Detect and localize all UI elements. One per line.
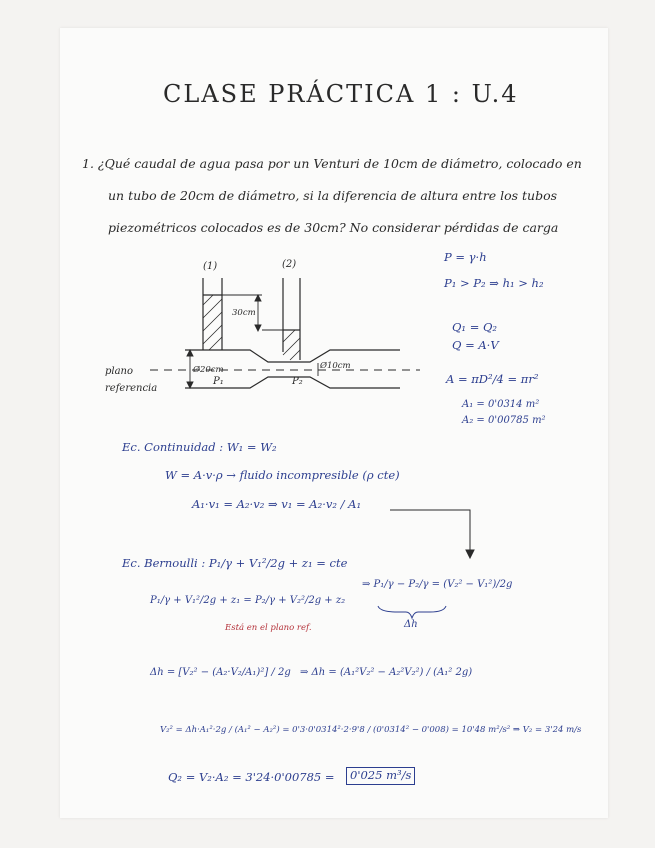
page-title: CLASE PRÁCTICA 1 : U.4: [163, 80, 519, 108]
delta-h-simplified: ⇒ Δh = (A₁²V₂² − A₂²V₂²) / (A₁² 2g): [300, 667, 473, 678]
final-result: 0'025 m³/s: [346, 767, 415, 785]
plane-label: plano: [105, 366, 134, 377]
delta-h-label: Δh: [404, 619, 418, 630]
velocity-relation: A₁·v₁ = A₂·v₂ ⇒ v₁ = A₂·v₂ / A₁: [192, 497, 362, 511]
flow-calculation: Q₂ = V₂·A₂ = 3'24·0'00785 =: [168, 770, 335, 784]
reference-label: referencia: [105, 383, 158, 394]
height-label: 30cm: [232, 308, 256, 318]
bernoulli-expanded: P₁/γ + V₁²/2g + z₁ = P₂/γ + V₂²/2g + z₂: [150, 595, 346, 606]
problem-line-2: un tubo de 20cm de diámetro, si la diferencia de altura entre los tubos: [108, 188, 558, 203]
tube-2-label: (2): [282, 259, 297, 270]
reference-plane-note: Está en el plano ref.: [225, 623, 312, 633]
velocity-calculation: V₂² = Δh·A₁²·2g / (A₁² − A₂²) = 0'3·0'0314²·2·9'8 / (0'0314² − 0'008) = 10'48 m²/s² ⇒ V₂ = 3'24 m/s: [160, 725, 582, 735]
area-2-value: A₂ = 0'00785 m²: [462, 415, 546, 426]
delta-h-expression: Δh = [V₂² − (A₂·V₂/A₁)²] / 2g: [150, 667, 291, 678]
bernoulli-difference: ⇒ P₁/γ − P₂/γ = (V₂² − V₁²)/2g: [362, 579, 513, 590]
problem-line-1: 1. ¿Qué caudal de agua pasa por un Venturi de 10cm de diámetro, colocado en: [82, 156, 582, 171]
continuity-heading: Ec. Continuidad : W₁ = W₂: [122, 440, 277, 454]
diameter-big-label: Ø20cm: [193, 365, 224, 375]
flow-equality: Q₁ = Q₂: [452, 320, 498, 334]
pressure-formula: P = γ·h: [444, 250, 487, 264]
problem-line-3: piezométricos colocados es de 30cm? No considerar pérdidas de carga: [108, 220, 559, 235]
pressure-relation: P₁ > P₂ ⇒ h₁ > h₂: [444, 276, 544, 290]
p2-label: P₂: [292, 376, 303, 387]
area-formula: A = πD²/4 = πr²: [446, 372, 539, 386]
area-1-value: A₁ = 0'0314 m²: [462, 399, 540, 410]
p1-label: P₁: [213, 376, 224, 387]
tube-1-label: (1): [203, 261, 218, 272]
flow-definition: Q = A·V: [452, 338, 499, 352]
mass-flow-equation: W = A·v·ρ → fluido incompresible (ρ cte): [165, 468, 400, 482]
diameter-small-label: Ø10cm: [320, 361, 351, 371]
bernoulli-heading: Ec. Bernoulli : P₁/γ + V₁²/2g + z₁ = cte: [122, 556, 348, 570]
